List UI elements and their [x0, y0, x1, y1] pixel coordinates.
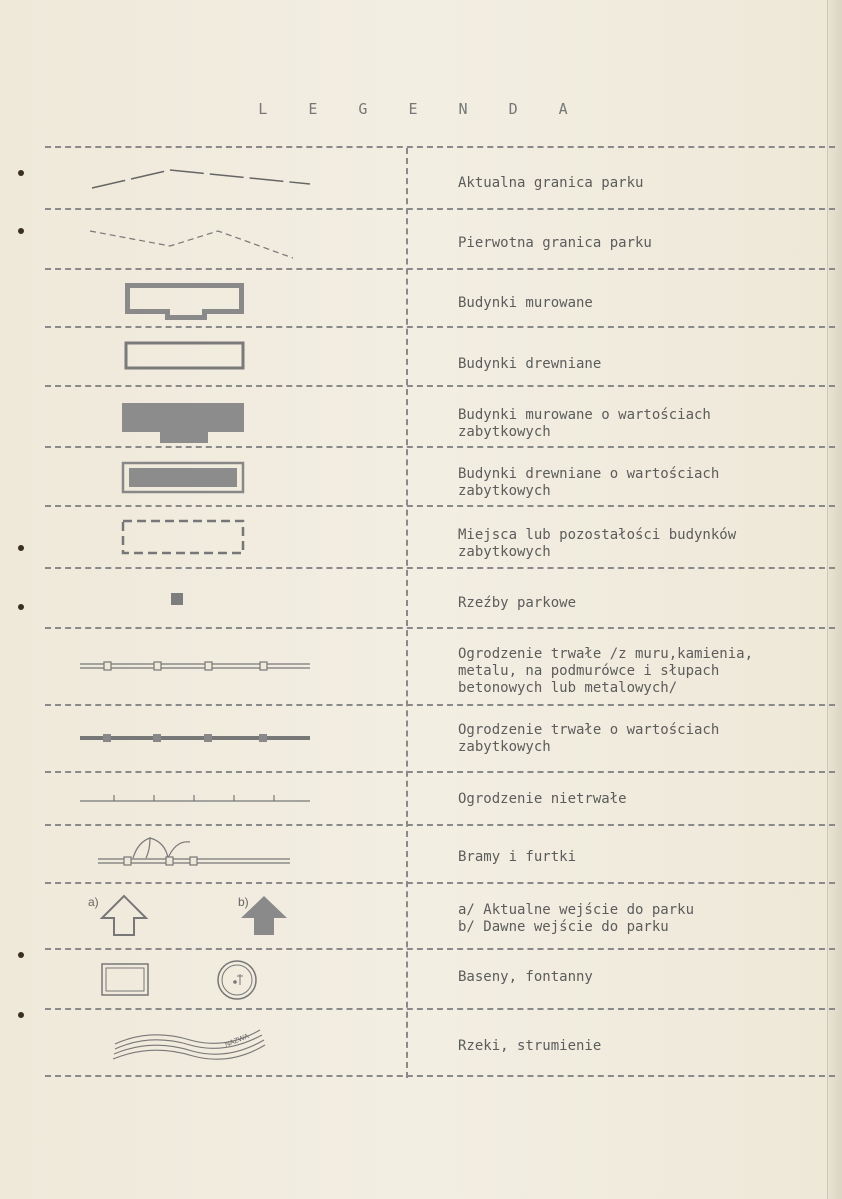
legend-title: L E G E N D A	[258, 100, 584, 118]
legend-label-current-boundary: Aktualna granica parku	[458, 175, 644, 191]
original-boundary-symbol	[90, 231, 293, 258]
legend-label-gates: Bramy i furtki	[458, 849, 577, 865]
entrance-arrows-symbol	[88, 895, 287, 935]
current-entrance-arrow-icon	[102, 896, 146, 935]
wooden-building-symbol	[126, 343, 243, 368]
legend-label-entrances: a/ Aktualne wejście do parku b/ Dawne wejście do parku	[458, 902, 695, 935]
legend-label-brick-buildings: Budynki murowane	[458, 295, 593, 311]
building-remains-symbol	[123, 521, 243, 553]
legend-label-building-remains: Miejsca lub pozostałości budynków zabytkowych	[458, 527, 737, 560]
legend-label-historic-wooden-buildings: Budynki drewniane o wartościach zabytkowych	[458, 466, 720, 499]
entrance-b-label: b)	[238, 895, 249, 909]
current-boundary-symbol	[92, 170, 310, 188]
legend-label-temporary-fence: Ogrodzenie nietrwałe	[458, 791, 627, 807]
historic-fence-symbol	[80, 734, 310, 742]
gates-symbol	[98, 838, 290, 865]
historic-wooden-building-symbol	[123, 463, 243, 492]
permanent-fence-symbol	[80, 662, 310, 670]
legend-label-rivers: Rzeki, strumienie	[458, 1038, 602, 1054]
legend-label-wooden-buildings: Budynki drewniane	[458, 356, 602, 372]
historic-brick-building-symbol	[122, 403, 244, 443]
legend-label-sculptures: Rzeźby parkowe	[458, 595, 577, 611]
pool-fountain-symbol	[102, 961, 256, 999]
brick-building-symbol	[125, 283, 244, 320]
legend-label-pools-fountains: Baseny, fontanny	[458, 969, 593, 985]
legend-label-permanent-fence: Ogrodzenie trwałe /z muru,kamienia, metalu, na podmurówce i słupach betonowych lub metalowych/	[458, 646, 754, 696]
legend-label-historic-fence: Ogrodzenie trwałe o wartościach zabytkowych	[458, 722, 720, 755]
river-name-label: NAZWA	[224, 1032, 250, 1049]
river-symbol	[113, 1030, 265, 1059]
sculpture-symbol	[171, 593, 183, 605]
temporary-fence-symbol	[80, 795, 310, 801]
entrance-a-label: a)	[88, 895, 99, 909]
legend-label-historic-brick-buildings: Budynki murowane o wartościach zabytkowych	[458, 407, 711, 440]
legend-label-original-boundary: Pierwotna granica parku	[458, 235, 652, 251]
